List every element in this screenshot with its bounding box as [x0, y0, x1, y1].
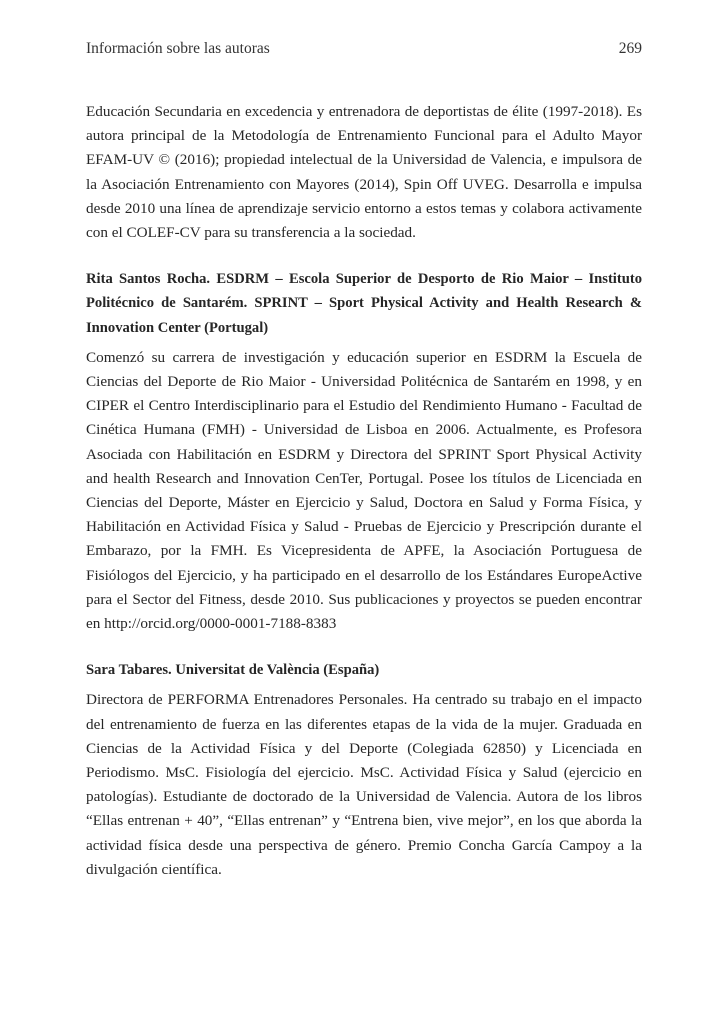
body-content [86, 100, 642, 882]
rita-santos-heading: Rita Santos Rocha. ESDRM – Escola Superior de Desporto de Rio Maior – Instituto Politécnico de Santarém. SPRINT – Sport Physical Activity and Health Research & Innovation Center (Portugal) [86, 271, 642, 336]
sara-tabares-heading: Sara Tabares. Universitat de València (España) [86, 662, 380, 679]
rita-santos-bio: Comenzó su carrera de investigación y educación superior en ESDRM la Escuela de Ciencias del Deporte de Rio Maior - Universidad Politécnica de Santarém en 1998, y en CIPER el Centro Interdisciplinario para el Estudio del Rendimiento Humano - Facultad de Cinética Humana (FMH) - Universidad de Lisboa en 2006. Actualmente, es Profesora Asociada con Habilitación en ESDRM y Directora del SPRINT Sport Physical Activity and health Research and Innovation CenTer, Portugal. Posee los títulos de Licenciada en Ciencias del Deporte, Máster en Ejercicio y Salud, Doctora en Salud y Forma Física, y Habilitación en Actividad Física y Salud - Pruebas de Ejercicio y Prescripción durante el Embarazo, por la FMH. Es Vicepresidenta de APFE, la Asociación Portuguesa de Fisiólogos del Ejercicio, y ha participado en el desarrollo de los Estándares EuropeActive para el Sector del Fitness, desde 2010. Sus publicaciones y proyectos se pueden encontrar en http://orcid.org/0000-0001-7188-8383 [86, 348, 642, 633]
running-header [86, 40, 642, 58]
sara-tabares-bio: Directora de PERFORMA Entrenadores Personales. Ha centrado su trabajo en el impacto del entrenamiento de fuerza en las diferentes etapas de la vida de la mujer. Graduada en Ciencias de la Actividad Física y del Deporte (Colegiada 62850) y Licenciada en Periodismo. MsC. Fisiología del ejercicio. MsC. Actividad Física y Salud (ejercicio en patologías). Estudiante de doctorado de la Universidad de Valencia. Autora de los libros “Ellas entrenan + 40”, “Ellas entrenan” y “Entrena bien, vive mejor”, en los que aborda la actividad física desde una perspectiva de género. Premio Concha García Campoy a la divulgación científica. [86, 691, 642, 878]
running-title: Información sobre las autoras [86, 40, 270, 57]
intro-paragraph: Educación Secundaria en excedencia y entrenadora de deportistas de élite (1997-2018). Es autora principal de la Metodología de Entrenamiento Funcional para el Adulto Mayor EFAM-UV © (2016); propiedad intelectual de la Universidad de Valencia, e impulsora de la Asociación Entrenamiento con Mayores (2014), Spin Off UVEG. Desarrolla e impulsa desde 2010 una línea de aprendizaje servicio entorno a estos temas y colabora activamente con el COLEF-CV para su transferencia a la sociedad. [86, 103, 642, 242]
page-number: 269 [618, 40, 642, 57]
